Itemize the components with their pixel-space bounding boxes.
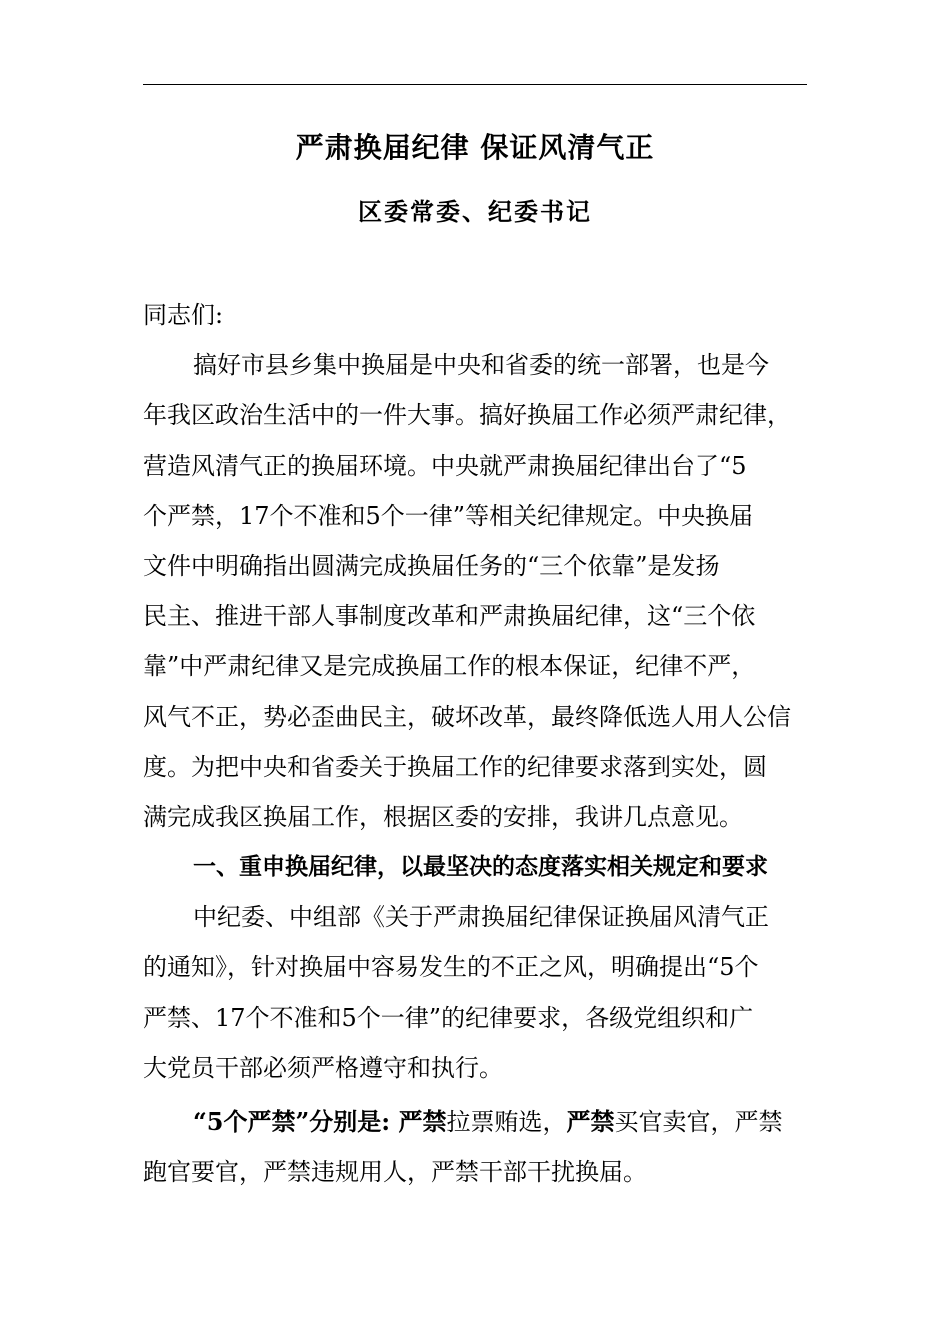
- paragraph-line: [143, 1097, 807, 1147]
- paragraph-line: 靠”中严肃纪律又是完成换届工作的根本保证，纪律不严，: [143, 652, 756, 681]
- paragraph-line: 风气不正，势必歪曲民主，破坏改革，最终降低选人用人公信: [143, 702, 791, 731]
- document-subtitle: 区委常委、纪委书记: [358, 197, 592, 226]
- paragraph-line: 搞好市县乡集中换届是中央和省委的统一部署，也是今: [193, 351, 769, 380]
- paragraph-1: [143, 340, 807, 842]
- paragraph-line: 严禁、17个不准和5个一律”的纪律要求，各级党组织和广: [143, 1003, 754, 1032]
- paragraph-line: 中纪委、中组部《关于严肃换届纪律保证换届风清气正: [193, 903, 769, 932]
- paragraph-line: 文件中明确指出圆满完成换届任务的“三个依靠”是发扬: [143, 551, 720, 580]
- paragraph-3: [143, 1097, 807, 1197]
- paragraph-line: 度。为把中央和省委关于换届工作的纪律要求落到实处，圆: [143, 752, 767, 781]
- paragraph-line: 营造风清气正的换届环境。中央就严肃换届纪律出台了“5: [143, 451, 747, 480]
- salutation: 同志们:: [143, 301, 224, 329]
- ban-text: 买官卖官，严禁: [614, 1108, 783, 1136]
- paragraph-line: 个严禁，17个不准和5个一律”等相关纪律规定。中央换届: [143, 501, 754, 530]
- bans-lead: “5个严禁”分别是:: [193, 1107, 399, 1136]
- paragraph-line: 民主、推进干部人事制度改革和严肃换届纪律，这“三个依: [143, 602, 756, 631]
- document-body: [143, 290, 807, 1197]
- ban-label: 严禁: [398, 1107, 447, 1136]
- ban-text: 拉票贿选，: [446, 1108, 567, 1136]
- paragraph-line: 跑官要官，严禁违规用人，严禁干部干扰换届。: [143, 1158, 647, 1187]
- paragraph-line: 大党员干部必须严格遵守和执行。: [143, 1053, 503, 1082]
- paragraph-2: [143, 892, 807, 1093]
- top-rule: [143, 84, 807, 85]
- document-title: 严肃换届纪律 保证风清气正: [295, 131, 655, 164]
- paragraph-line: 满完成我区换届工作，根据区委的安排，我讲几点意见。: [143, 802, 743, 831]
- paragraph-line: 年我区政治生活中的一件大事。搞好换届工作必须严肃纪律，: [143, 401, 791, 430]
- ban-label: 严禁: [566, 1107, 615, 1136]
- section-1-heading: 一、重申换届纪律，以最坚决的态度落实相关规定和要求: [193, 854, 768, 881]
- paragraph-line: 的通知》，针对换届中容易发生的不正之风，明确提出“5个: [143, 953, 759, 982]
